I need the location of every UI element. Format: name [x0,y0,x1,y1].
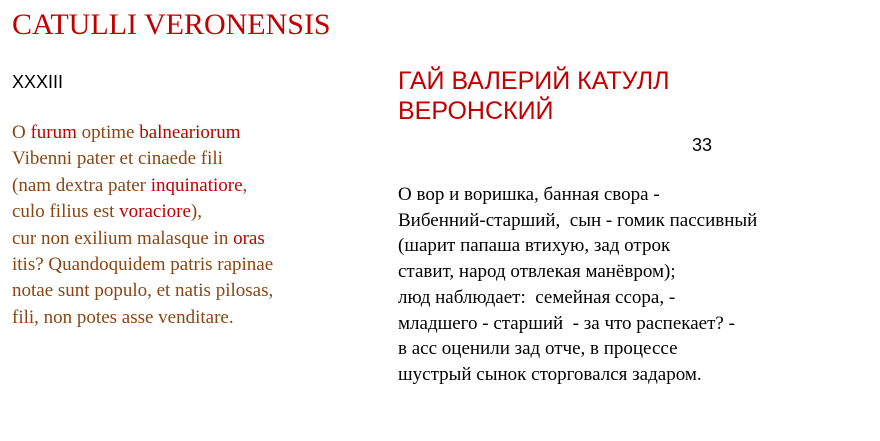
russian-verse-line: ставит, народ отвлекая манёвром); [398,261,676,283]
latin-text-segment: culo filius est [12,201,120,223]
russian-title-line: ГАЙ ВАЛЕРИЙ КАТУЛЛ [398,67,670,95]
latin-verse-line [12,120,273,146]
latin-poem-number: XXXIII [12,72,64,92]
russian-title [398,66,670,126]
latin-text-segment: fili, non potes asse venditare. [12,306,234,328]
latin-verse-line [12,305,273,331]
latin-highlighted-word: inquinatiore [150,174,243,196]
latin-text-segment: O [12,122,31,143]
latin-highlighted-word: oras [233,227,265,249]
latin-verse-line [12,146,273,172]
latin-text-segment: notae sunt populo, et natis pilosas, [12,280,274,302]
latin-verse-line [12,199,273,225]
russian-verse-line: О вор и воришка, банная свора - [398,184,660,205]
russian-verse-line: младшего - старший - за что распекает? - [398,312,735,334]
latin-title: CATULLI VERONENSIS [12,8,331,41]
latin-verse-line [12,252,273,278]
latin-highlighted-word: voraciore [119,201,191,223]
russian-poem-number: 33 [692,135,713,155]
latin-poem [12,120,273,331]
russian-verse-line: люд наблюдает: семейная ссора, - [398,286,676,308]
russian-verse-line: в асс оценили зад отче, в процессе [398,338,678,360]
latin-text-segment: itis? Quandoquidem patris rapinae [12,254,274,276]
latin-verse-line [12,173,273,199]
russian-verse-line: (шарит папаша втихую, зад отрок [398,235,671,257]
latin-verse-line [12,226,273,252]
latin-text-segment: cur non exilium malasque in [12,227,234,249]
latin-text-segment: Vibenni pater et cinaede fili [12,148,223,170]
latin-highlighted-word: furum [30,122,77,143]
russian-verse-line: Вибенний-старший, сын - гомик пассивный [398,209,758,231]
russian-poem [398,182,757,388]
latin-verse-line [12,278,273,304]
latin-highlighted-word: balneariorum [139,122,241,143]
russian-title-line: ВЕРОНСКИЙ [398,97,554,125]
latin-text-segment: (nam dextra pater [12,174,151,196]
latin-text-segment: optime [76,122,140,143]
russian-verse-line: шустрый сынок сторговался задаром. [398,363,702,385]
latin-text-segment: , [242,174,248,196]
latin-text-segment: ), [190,201,202,223]
